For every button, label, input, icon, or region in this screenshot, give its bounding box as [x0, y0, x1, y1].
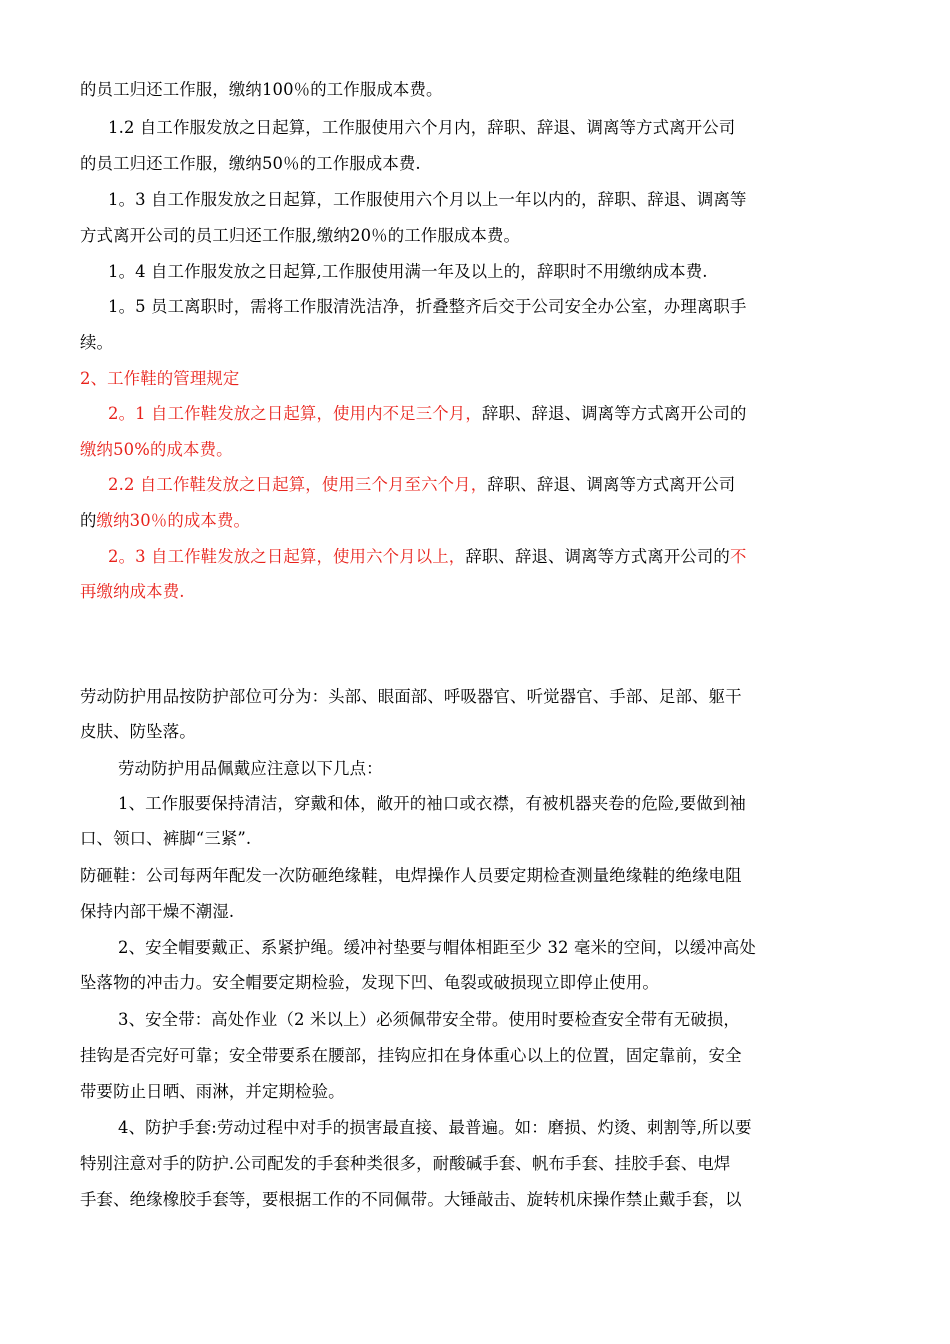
paragraph-2-2-line-1	[108, 474, 898, 496]
paragraph-2-3-line-1	[108, 546, 898, 568]
paragraph-2-1-black-text: 辞职、辞退、调离等方式离开公司的	[481, 404, 747, 423]
ppe-classification-line-2: 皮肤、防坠落。	[80, 722, 196, 741]
paragraph-2-3-red-text: 2。3 自工作鞋发放之日起算，使用六个月以上，	[108, 547, 466, 566]
paragraph-2-2-line-2	[80, 510, 870, 532]
paragraph-2-1-line-1	[108, 403, 898, 425]
ppe-item-1-line-1: 1、工作服要保持清洁，穿戴和体，敞开的袖口或衣襟，有被机器夹卷的危险,要做到袖	[118, 794, 746, 813]
ppe-item-4-line-3: 手套、绝缘橡胶手套等，要根据工作的不同佩带。大锤敲击、旋转机床操作禁止戴手套，以	[80, 1190, 742, 1209]
paragraph-1-1-tail: 的员工归还工作服，缴纳100％的工作服成本费。	[80, 80, 443, 99]
ppe-notes-intro: 劳动防护用品佩戴应注意以下几点：	[118, 759, 383, 778]
paragraph-2-1-red-text: 2。1 自工作鞋发放之日起算，使用内不足三个月，	[108, 404, 482, 423]
paragraph-2-2-line-2-red: 缴纳30％的成本费。	[96, 511, 251, 530]
paragraph-2-2-black-text: 辞职、辞退、调离等方式离开公司	[487, 475, 736, 494]
ppe-item-4-line-1: 4、防护手套:劳动过程中对手的损害最直接、最普遍。如：磨损、灼烫、刺割等,所以要	[118, 1118, 752, 1137]
paragraph-1-2-line-1: 1.2 自工作服发放之日起算，工作服使用六个月内，辞职、辞退、调离等方式离开公司	[108, 118, 736, 137]
paragraph-1-2-line-2: 的员工归还工作服，缴纳50％的工作服成本费.	[80, 154, 421, 173]
paragraph-2-1-line-2: 缴纳50%的成本费。	[80, 440, 233, 459]
paragraph-2-3-red-tail: 不	[729, 547, 747, 566]
ppe-item-3-line-1: 3、安全带：高处作业（2 米以上）必须佩带安全带。使用时要检查安全带有无破损，	[118, 1010, 740, 1029]
ppe-item-2-line-2: 坠落物的冲击力。安全帽要定期检验，发现下凹、龟裂或破损现立即停止使用。	[80, 973, 659, 992]
paragraph-1-5-line-1: 1。5 员工离职时，需将工作服清洗洁净，折叠整齐后交于公司安全办公室，办理离职手	[108, 297, 747, 316]
ppe-item-3-line-3: 带要防止日晒、雨淋，并定期检验。	[80, 1082, 345, 1101]
paragraph-1-3-line-2: 方式离开公司的员工归还工作服,缴纳20％的工作服成本费。	[80, 226, 521, 245]
paragraph-2-3-line-2: 再缴纳成本费.	[80, 582, 185, 601]
ppe-classification-line-1: 劳动防护用品按防护部位可分为：头部、眼面部、呼吸器官、听觉器官、手部、足部、躯干	[80, 687, 742, 706]
section-2-heading: 2、工作鞋的管理规定	[80, 369, 240, 388]
paragraph-1-4: 1。4 自工作服发放之日起算,工作服使用满一年及以上的，辞职时不用缴纳成本费.	[108, 262, 708, 281]
ppe-item-1-line-2: 口、领口、裤脚“三紧”.	[80, 829, 252, 848]
paragraph-2-3-black-text: 辞职、辞退、调离等方式离开公司的	[465, 547, 730, 566]
paragraph-1-3-line-1: 1。3 自工作服发放之日起算，工作服使用六个月以上一年以内的，辞职、辞退、调离等	[108, 190, 747, 209]
paragraph-2-2-red-text: 2.2 自工作鞋发放之日起算，使用三个月至六个月，	[108, 475, 488, 494]
paragraph-2-2-line-2-black: 的	[80, 511, 97, 530]
ppe-item-4-line-2: 特别注意对手的防护.公司配发的手套种类很多，耐酸碱手套、帆布手套、挂胶手套、电焊	[80, 1154, 731, 1173]
paragraph-1-5-line-2: 续。	[80, 333, 114, 352]
safety-shoes-line-1: 防砸鞋：公司每两年配发一次防砸绝缘鞋，电焊操作人员要定期检查测量绝缘鞋的绝缘电阻	[80, 866, 742, 885]
safety-shoes-line-2: 保持内部干燥不潮湿.	[80, 902, 235, 921]
ppe-item-2-line-1: 2、安全帽要戴正、系紧护绳。缓冲衬垫要与帽体相距至少 32 毫米的空间，以缓冲高处	[118, 938, 756, 957]
ppe-item-3-line-2: 挂钩是否完好可靠；安全带要系在腰部，挂钩应扣在身体重心以上的位置，固定靠前，安全	[80, 1046, 742, 1065]
